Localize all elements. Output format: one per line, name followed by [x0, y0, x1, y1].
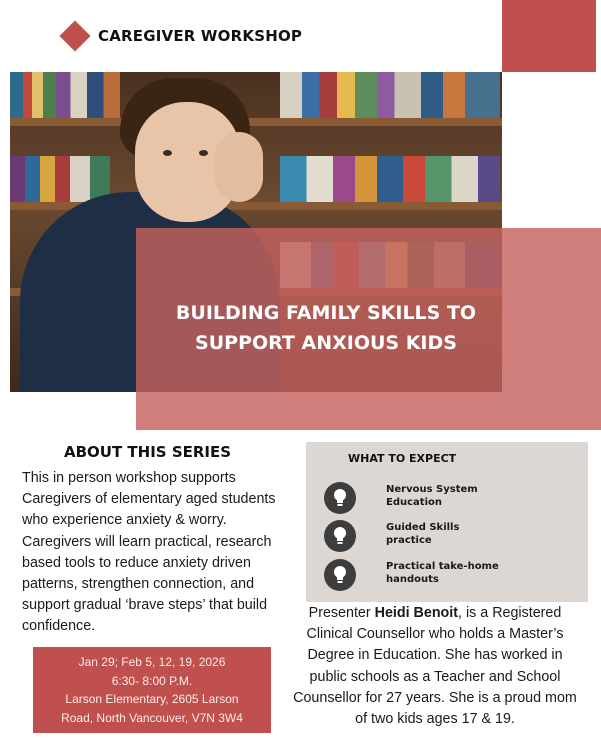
expect-item-label [386, 560, 536, 586]
expect-item-line: Practical take-home [386, 561, 499, 572]
expect-item-label [386, 521, 536, 547]
expect-item-line: handouts [386, 574, 439, 585]
expect-item [324, 482, 574, 514]
expect-item-line: Guided Skills [386, 522, 460, 533]
event-details-box [33, 647, 271, 733]
event-time: 6:30- 8:00 P.M. [111, 673, 193, 688]
expect-item-line: Education [386, 497, 442, 508]
what-to-expect-panel [306, 442, 588, 602]
event-location: Road, North Vancouver, V7N 3W4 [61, 710, 243, 725]
about-heading: ABOUT THIS SERIES [64, 443, 232, 461]
lightbulb-icon [324, 482, 356, 514]
workshop-headline [136, 298, 516, 358]
about-body: This in person workshop supports Caregivers of elementary aged students who experience anxiety & worry. Caregivers will learn practical, research based tools to reduce anxiety driven patterns, strengthen connection, and support gradual ‘brave steps’ that build confidence. [22, 470, 276, 635]
lightbulb-icon [324, 559, 356, 591]
presenter-prefix: Presenter [308, 605, 375, 621]
presenter-name: Heidi Benoit [374, 605, 459, 621]
expect-item [324, 559, 574, 591]
expect-item-line: Nervous System [386, 484, 478, 495]
books [10, 72, 120, 118]
expect-item-label [386, 483, 536, 509]
books [280, 72, 500, 118]
header-title: CAREGIVER WORKSHOP [98, 27, 303, 45]
headline-line: BUILDING FAMILY SKILLS TO [175, 302, 477, 324]
corner-accent-block [502, 0, 596, 72]
expect-item-line: practice [386, 535, 432, 546]
event-location: Larson Elementary, 2605 Larson [65, 692, 239, 706]
child-eye [199, 150, 208, 156]
books [10, 156, 110, 202]
header-diamond-icon [59, 20, 90, 51]
lightbulb-icon [324, 520, 356, 552]
expect-heading: WHAT TO EXPECT [348, 452, 457, 465]
event-dates: Jan 29; Feb 5, 12, 19, 2026 [78, 655, 226, 669]
expect-item [324, 520, 574, 552]
headline-line: SUPPORT ANXIOUS KIDS [195, 332, 457, 354]
child-hand [215, 132, 263, 202]
books [280, 156, 500, 202]
presenter-bio [290, 603, 580, 730]
presenter-bio-text: , is a Registered Clinical Counsellor who holds a Master’s Degree in Education. She has worked in public schools as a Teacher and School Counsellor for 27 years. She is a proud mom of two kids ages 17 & 19. [293, 605, 577, 728]
bookshelf-board [10, 118, 502, 126]
child-eye [163, 150, 172, 156]
